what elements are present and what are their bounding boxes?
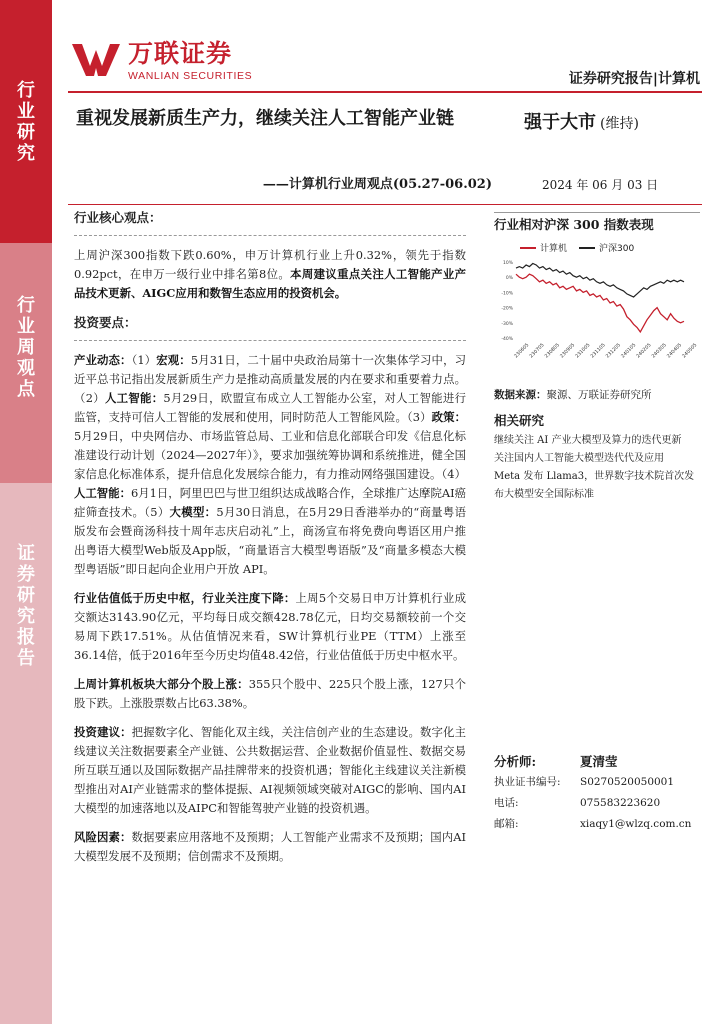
- sidebar-char: 点: [17, 379, 35, 400]
- core-heading: 行业核心观点：: [74, 210, 162, 225]
- sidebar-char: 券: [17, 564, 35, 585]
- advice-paragraph: [74, 723, 466, 818]
- x-tick-label: 231205: [605, 342, 622, 360]
- email-label: 邮箱:: [494, 818, 519, 830]
- y-tick-label: 10%: [502, 261, 513, 266]
- source-label: 数据来源：: [494, 389, 547, 401]
- chart-source: [494, 387, 652, 402]
- x-tick-label: 230705: [529, 342, 546, 360]
- advice-label: 投资建议：: [74, 725, 132, 739]
- item-text-3: 5月29日，中央网信办、市场监管总局、工业和信息化部联合印发《信息化标准建设行动计划（2024—2027年）》，要求加强统筹协调和系统推进，健全国家信息化标准体系，提升信息化发展综合能力，有力推动网络强国建设。: [74, 429, 466, 481]
- sidebar-char: 行: [17, 80, 35, 101]
- sector-text: 355只个股中、225只个股上涨，127只个股下跌。上涨股票数占比63.38%。: [74, 677, 466, 710]
- source-text: 聚源、万联证券研究所: [546, 389, 652, 401]
- valuation-paragraph: [74, 589, 466, 665]
- core-paragraph: [74, 246, 466, 303]
- item-label-2: 人工智能：: [104, 391, 164, 405]
- company-logo: [70, 40, 252, 82]
- core-text: 上周沪深300指数下跌0.60%，申万计算机行业上升0.32%，领先于指数0.92pct，在申万一级行业中排名第8位。: [74, 248, 466, 281]
- x-tick-label: 230805: [544, 342, 561, 360]
- related-item[interactable]: 关注国内人工智能大模型迭代代及应用: [494, 453, 664, 464]
- item-num-5: （5）: [144, 505, 170, 519]
- cert-number: S0270520050001: [580, 776, 675, 788]
- sidebar-char: 究: [17, 143, 35, 164]
- sidebar-char: 告: [17, 648, 35, 669]
- legend-swatch-1: [520, 247, 536, 249]
- item-text-1: 5月31日，二十届中央政治局第十一次集体学习中，习近平总书记指出发展新质生产力是推动高质量发展的内在要求和重要着力点。: [74, 353, 466, 386]
- x-tick-label: 231005: [574, 342, 592, 360]
- points-heading: 投资要点：: [74, 315, 137, 330]
- line-chart: [494, 254, 700, 366]
- sidebar-char: 业: [17, 316, 35, 337]
- x-tick-label: 240105: [620, 342, 638, 360]
- y-tick-label: -20%: [501, 306, 513, 312]
- wanlian-logo-icon: [70, 40, 122, 78]
- sidebar-char: 业: [17, 101, 35, 122]
- header-divider: [68, 91, 702, 93]
- x-tick-label: 231105: [590, 342, 607, 360]
- cert-label: 执业证书编号:: [494, 776, 561, 788]
- item-label-4: 人工智能：: [74, 486, 131, 500]
- item-num-3: （3）: [407, 410, 432, 424]
- item-label-1: 宏观：: [156, 353, 191, 367]
- logo-cn: 万联证券: [128, 39, 233, 68]
- analyst-label: 分析师:: [494, 754, 537, 769]
- y-tick-label: -40%: [501, 337, 513, 342]
- logo-en: WANLIAN SECURITIES: [128, 70, 253, 82]
- points-divider: [74, 340, 466, 341]
- sidebar-char: 证: [17, 543, 35, 564]
- report-subtitle: ——计算机行业周观点(05.27-06.02): [262, 177, 492, 192]
- legend-label-1: 计算机: [540, 244, 568, 254]
- item-num-1: （1）: [131, 353, 157, 367]
- y-tick-label: -30%: [501, 321, 513, 327]
- y-tick-label: 0%: [505, 276, 513, 282]
- related-item[interactable]: 继续关注 AI 产业大模型及算力的迭代更新: [494, 435, 682, 446]
- x-tick-label: 230605: [513, 342, 531, 360]
- industry-dynamics-label: 产业动态：: [74, 353, 132, 367]
- related-item[interactable]: Meta 发布 Llama3，世界数字技术院首次发布大模型安全国际标准: [494, 471, 695, 500]
- sidebar-char: 报: [17, 627, 35, 648]
- related-research: [494, 412, 700, 504]
- item-text-4: 6月1日，阿里巴巴与世卫组织达成战略合作，全球推广达摩院AI癌症筛查技术。: [74, 486, 466, 519]
- core-divider: [74, 235, 466, 236]
- series-line-2: [516, 264, 684, 298]
- legend-item-1: [520, 241, 567, 254]
- report-type: 证券研究报告|计算机: [568, 71, 700, 87]
- sector-paragraph: [74, 675, 466, 713]
- sidebar-char: 研: [17, 585, 35, 606]
- sidebar-weekly-view: [0, 243, 52, 483]
- sidebar-char: 行: [17, 295, 35, 316]
- legend-item-2: [579, 241, 634, 254]
- phone-label: 电话:: [494, 797, 519, 809]
- chart-title: 行业相对沪深 300 指数表现: [494, 212, 700, 233]
- legend-label-2: 沪深300: [599, 244, 635, 254]
- sidebar-industry-research: [0, 0, 52, 243]
- x-tick-label: 240205: [636, 342, 653, 360]
- valuation-text: 上周5个交易日申万计算机行业成交额达3143.90亿元，平均每日成交额428.78亿元，日均交易额较前一个交易周下跌17.51%。从估值情况来看，SW计算机行业PE（TTM）上涨至36.14倍，低于2016年至今历史均值48.42倍，行业估值低于历史中枢水平。: [74, 591, 466, 662]
- phone-number: 075583223620: [580, 797, 661, 809]
- sidebar-char: 研: [17, 122, 35, 143]
- sidebar-securities-report: [0, 483, 52, 1024]
- sector-label: 上周计算机板块大部分个股上涨：: [74, 677, 249, 691]
- x-tick-label: 240305: [651, 342, 668, 360]
- main-content: [74, 208, 466, 876]
- x-tick-label: 230905: [559, 342, 577, 360]
- analyst-info: [494, 751, 700, 835]
- item-text-5: 5月30日消息，在5月29日香港举办的“商量粤语版发布会暨商汤科技十周年志庆启动礼”上，商汤宣布将免费向粤语区用户推出粤语大模型Web版及App版，“商量语言大模型粤语版”及“商量多模态大模型粤语版”即日起向企业用户开放 API。: [74, 505, 466, 576]
- x-tick-label: 240405: [666, 342, 684, 360]
- y-tick-label: -10%: [501, 291, 513, 297]
- chart-legend: [520, 241, 700, 254]
- item-num-4: （4）: [441, 467, 466, 481]
- core-bold: 本周建议重点关注人工智能产业产品技术更新、AIGC应用和数智生态应用的投资机会。: [74, 267, 466, 300]
- item-text-2: 5月29日，欧盟宣布成立人工智能办公室，对人工智能进行监管，支持可信人工智能的发展和使用，同时防范人工智能风险。: [74, 391, 466, 424]
- title-divider: [68, 204, 702, 205]
- risk-label: 风险因素：: [74, 830, 132, 844]
- sidebar-char: 究: [17, 606, 35, 627]
- rating-value: 强于大市: [524, 112, 596, 133]
- item-label-3: 政策：: [431, 410, 466, 424]
- legend-swatch-2: [579, 247, 595, 249]
- analyst-name: 夏清莹: [580, 754, 618, 769]
- advice-text: 把握数字化、智能化双主线，关注信创产业的生态建设。数字化主线建议关注数据要素全产业链、公共数据运营、企业数据价值显性、数据交易所互联互通以及国际数据产品挂牌带来的投资机遇；智能化主线建议关注新模型推出对AI产业链需求的整体提振、AI视频领域突破对AIGC的影响、国内AI大模型的加速落地以及AIPC和智能驾驶产业链的投资机遇。: [74, 725, 466, 815]
- valuation-label: 行业估值低于历史中枢，行业关注度下降：: [74, 591, 296, 605]
- risk-text: 数据要素应用落地不及预期；人工智能产业需求不及预期；国内AI大模型发展不及预期；信创需求不及预期。: [74, 830, 466, 863]
- industry-dynamics-paragraph: [74, 351, 466, 579]
- rating-modifier: (维持): [600, 116, 639, 132]
- risk-paragraph: [74, 828, 466, 866]
- email-address[interactable]: xiaqy1@wlzq.com.cn: [580, 818, 692, 830]
- item-label-5: 大模型：: [169, 505, 217, 519]
- related-heading: 相关研究: [494, 413, 545, 428]
- report-title: 重视发展新质生产力，继续关注人工智能产业链: [76, 108, 454, 129]
- item-num-2: （2）: [74, 391, 105, 405]
- chart-panel: [494, 212, 700, 369]
- rating: [524, 108, 639, 134]
- report-date: 2024 年 06 月 03 日: [542, 178, 659, 192]
- x-tick-label: 240505: [681, 342, 699, 360]
- sidebar-char: 观: [17, 358, 35, 379]
- sidebar-char: 周: [17, 337, 35, 358]
